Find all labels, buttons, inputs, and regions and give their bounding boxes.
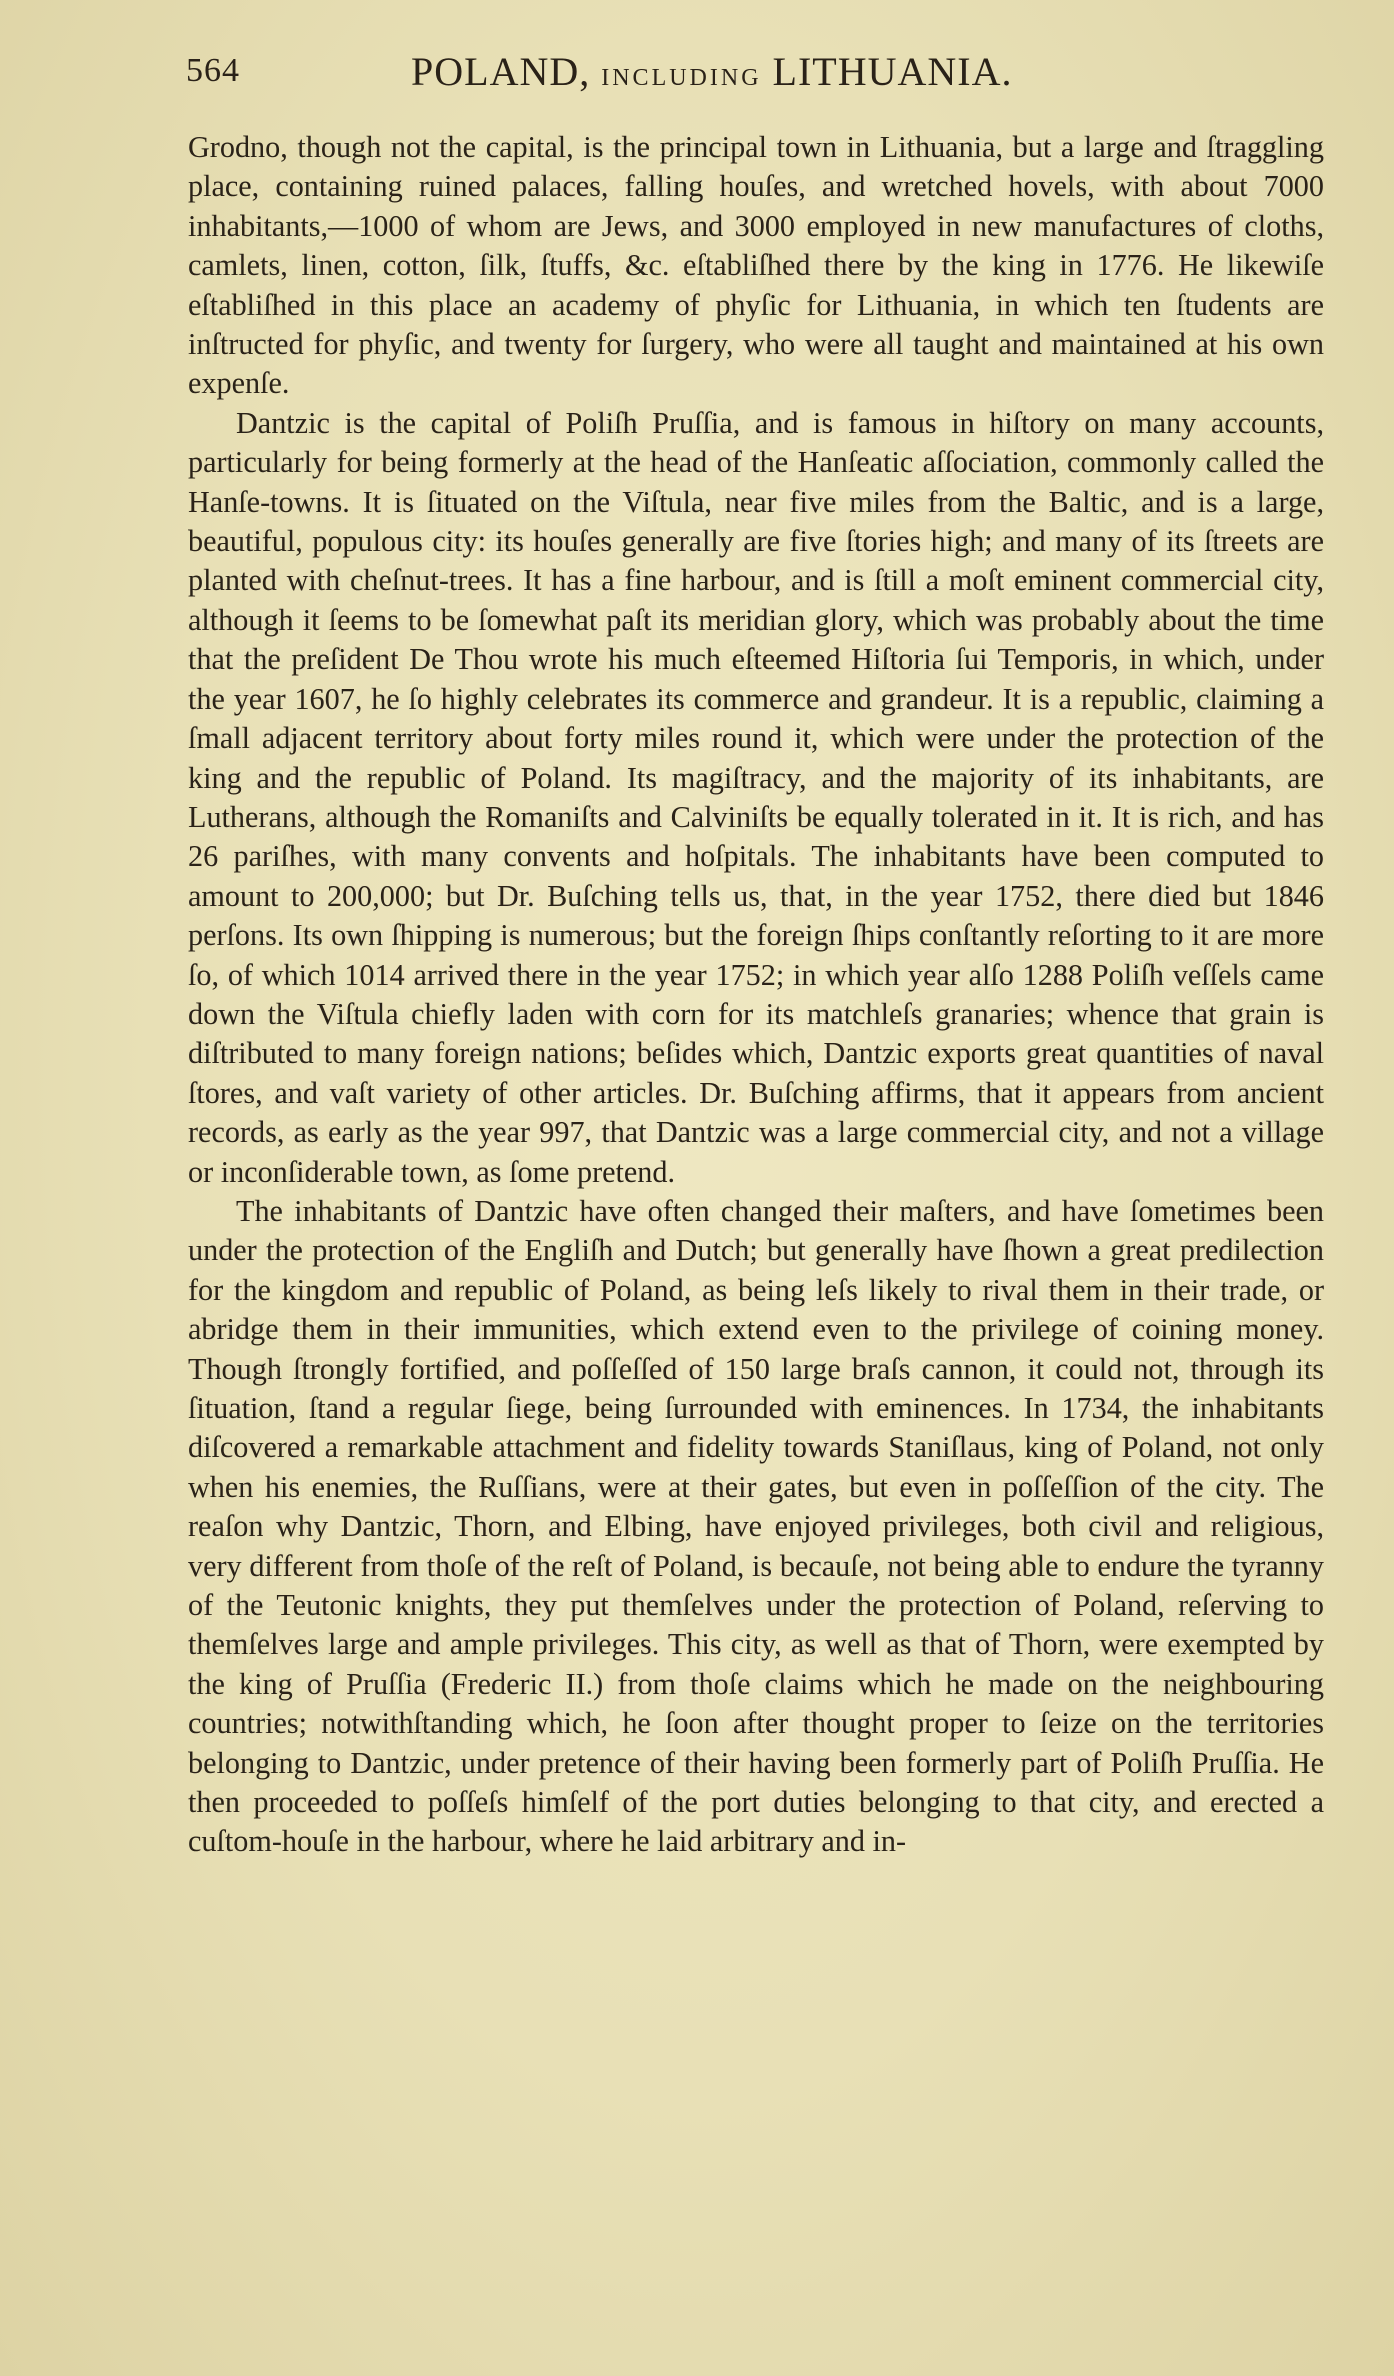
paragraph-grodno: Grodno, though not the capital, is the principal town in Lithuania, but a large and ſtraggling place, containing ruined palaces, falling houſes, and wretched hovels, with about 7000 inhabitants,—1000 of whom are Jews, and 3000 employed in new manufactures of cloths, camlets, linen, cotton, ſilk, ſtuffs, &c. eſtabliſhed there by the king in 1776. He likewiſe eſtabliſhed in this place an academy of phyſic for Lithuania, in which ten ſtudents are inſtructed for phyſic, and twenty for ſurgery, who were all taught and maintained at his own expenſe. [188,130,1324,401]
running-title [411,48,1013,95]
paragraph-dantzic-history: The inhabitants of Dantzic have often changed their maſters, and have ſometimes been under the protection of the Engliſh and Dutch; but generally have ſhown a great predilection for the kingdom and republic of Poland, as being leſs likely to rival them in their trade, or abridge them in their immunities, which extend even to the privilege of coining money. Though ſtrongly fortified, and poſſeſſed of 150 large braſs cannon, it could not, through its ſituation, ſtand a regular ſiege, being ſurrounded with eminences. In 1734, the inhabitants diſcovered a remarkable attachment and fidelity towards Staniſlaus, king of Poland, not only when his enemies, the Ruſſians, were at their gates, but even in poſſeſſion of the city. The reaſon why Dantzic, Thorn, and Elbing, have enjoyed privileges, both civil and religious, very different from thoſe of the reſt of Poland, is becauſe, not being able to endure the tyranny of the Teutonic knights, they put themſelves under the protection of Poland, reſerving to themſelves large and ample privileges. This city, as well as that of Thorn, were exempted by the king of Pruſſia (Frederic II.) from thoſe claims which he made on the neighbouring countries; notwithſtanding which, he ſoon after thought proper to ſeize on the territories belonging to Dantzic, under pretence of their having been formerly part of Poliſh Pruſſia. He then proceeded to poſſeſs himſelf of the port duties belonging to that city, and erected a cuſtom-houſe in the harbour, where he laid arbitrary and in- [188,1193,1324,1859]
page-number: 564 [186,52,240,89]
title-region: LITHUANIA. [772,49,1013,94]
paragraph-dantzic: Dantzic is the capital of Poliſh Pruſſia, and is famous in hiſtory on many accounts, particularly for being formerly at the head of the Hanſeatic aſſociation, commonly called the Hanſe-towns. It is ſituated on the Viſtula, near five miles from the Baltic, and is a large, beautiful, populous city: its houſes generally are five ſtories high; and many of its ſtreets are planted with cheſnut-trees. It has a fine harbour, and is ſtill a moſt eminent commercial city, although it ſeems to be ſomewhat paſt its meridian glory, which was probably about the time that the preſident De Thou wrote his much eſteemed Hiſtoria ſui Temporis, in which, under the year 1607, he ſo highly celebrates its commerce and grandeur. It is a republic, claiming a ſmall adjacent territory about forty miles round it, which were under the protection of the king and the republic of Poland. Its magiſtracy, and the majority of its inhabitants, are Lutherans, although the Romaniſts and Calviniſts be equally tolerated in it. It is rich, and has 26 pariſhes, with many convents and hoſpitals. The inhabitants have been computed to amount to 200,000; but Dr. Buſching tells us, that, in the year 1752, there died but 1846 perſons. Its own ſhipping is numerous; but the foreign ſhips conſtantly reſorting to it are more ſo, of which 1014 arrived there in the year 1752; in which year alſo 1288 Poliſh veſſels came down the Viſtula chiefly laden with corn for its matchleſs granaries; whence that grain is diſtributed to many foreign nations; beſides which, Dantzic exports great quantities of naval ſtores, and vaſt variety of other articles. Dr. Buſching affirms, that it appears from ancient records, as early as the year 997, that Dantzic was a large commercial city, and not a village or inconſiderable town, as ſome pretend. [188,405,1324,1189]
running-header [186,48,1326,98]
title-country: POLAND, [411,49,591,94]
body-text [188,128,1324,1862]
title-including: INCLUDING [601,65,762,91]
